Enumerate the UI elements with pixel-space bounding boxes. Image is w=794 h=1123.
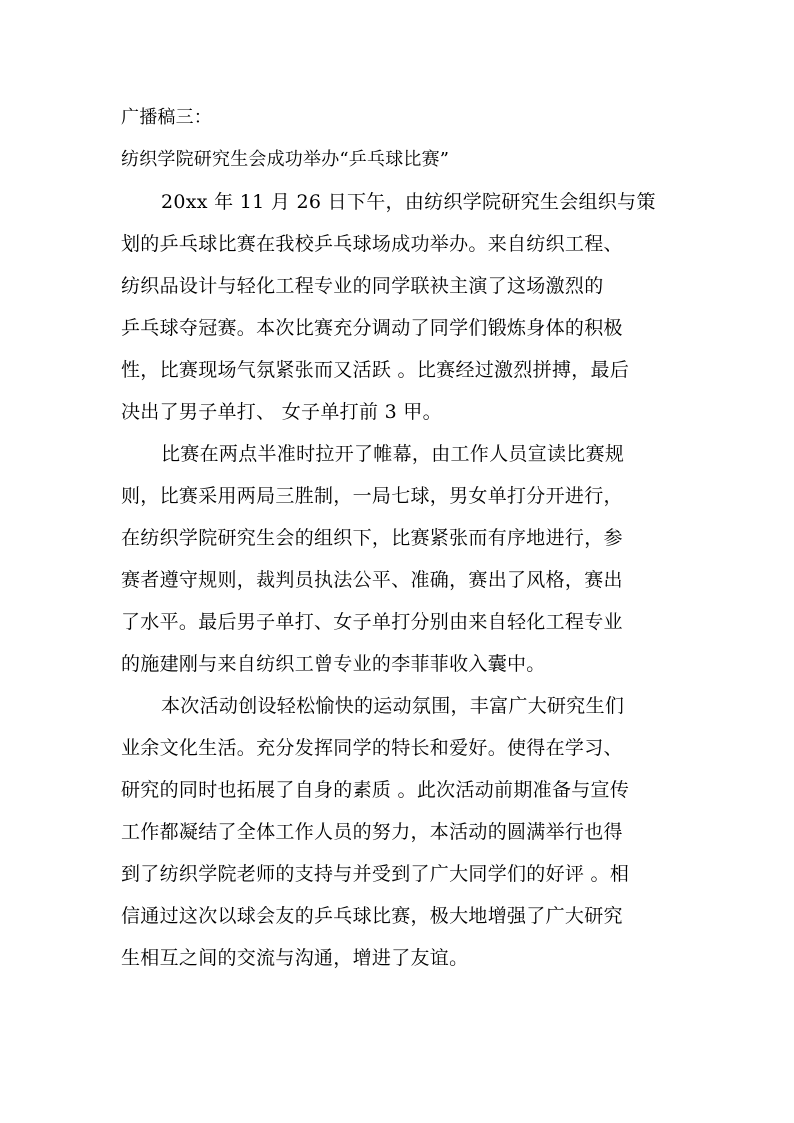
paragraph-line: 性，比赛现场气氛紧张而又活跃 。比赛经过激烈拼搏，最后 [121, 359, 630, 381]
paragraph-line: 赛者遵守规则，裁判员执法公平、准确，赛出了风格，赛出 [121, 569, 623, 591]
paragraph-line: 决出了男子单打、 女子单打前 3 甲。 [121, 401, 442, 423]
paragraph-line: 信通过这次以球会友的乒乓球比赛，极大地增强了广大研究 [121, 905, 623, 927]
paragraph-line: 研究的同时也拓展了自身的素质 。此次活动前期准备与宣传 [121, 779, 630, 801]
paragraph-line: 业余文化生活。充分发挥同学的特长和爱好。使得在学习、 [121, 737, 623, 759]
article-title: 纺织学院研究生会成功举办“乒乓球比赛” [121, 149, 450, 170]
paragraph-line: 乒乓球夺冠赛。本次比赛充分调动了同学们锻炼身体的积极 [121, 317, 623, 339]
paragraph-line: 工作都凝结了全体工作人员的努力，本活动的圆满举行也得 [121, 821, 623, 843]
document-heading: 广播稿三： [121, 107, 212, 128]
paragraph-line: 划的乒乓球比赛在我校乒乓球场成功举办。来自纺织工程、 [121, 233, 623, 255]
paragraph-line: 20xx 年 11 月 26 日下午，由纺织学院研究生会组织与策 [161, 191, 656, 213]
paragraph-line: 纺织品设计与轻化工程专业的同学联袂主演了这场激烈的 [121, 275, 604, 297]
paragraph-line: 比赛在两点半准时拉开了帷幕，由工作人员宣读比赛规 [161, 443, 625, 465]
paragraph-line: 了水平。最后男子单打、女子单打分别由来自轻化工程专业 [121, 611, 623, 633]
paragraph-line: 生相互之间的交流与沟通，增进了友谊。 [121, 947, 469, 969]
paragraph-line: 本次活动创设轻松愉快的运动氛围，丰富广大研究生们 [161, 695, 625, 717]
paragraph-line: 则，比赛采用两局三胜制，一局七球，男女单打分开进行， [121, 485, 623, 507]
paragraph-line: 在纺织学院研究生会的组织下，比赛紧张而有序地进行，参 [121, 527, 623, 549]
paragraph-line: 到了纺织学院老师的支持与并受到了广大同学们的好评 。相 [121, 863, 630, 885]
paragraph-line: 的施建刚与来自纺织工曾专业的李菲菲收入囊中。 [121, 653, 546, 675]
